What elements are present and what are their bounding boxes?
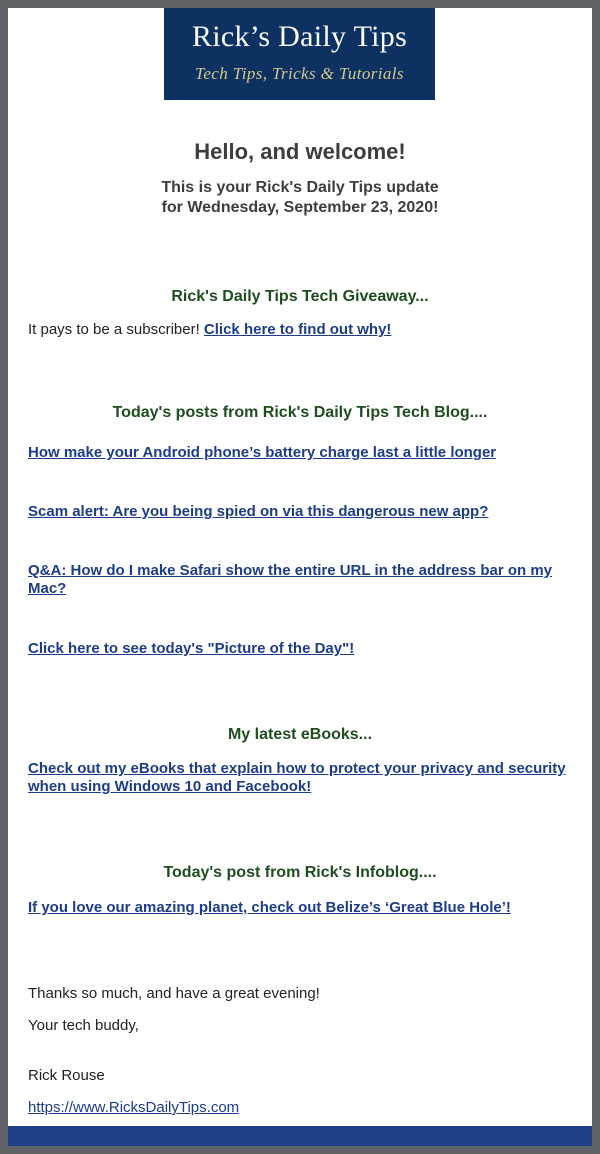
blog-post-1 (28, 444, 576, 462)
email-body (8, 8, 592, 1146)
update-line-1: This is your Rick's Daily Tips update (161, 179, 439, 196)
blog-post-link[interactable]: Q&A: How do I make Safari show the entire URL in the address bar on my Mac? (28, 562, 552, 597)
closing-text: Your tech buddy, (28, 1017, 139, 1034)
blog-heading: Today's posts from Rick's Daily Tips Tech Blog.... (112, 404, 488, 421)
footer-bar (8, 1126, 592, 1146)
giveaway-line (28, 321, 391, 338)
update-text (8, 178, 592, 218)
infoblog-link[interactable]: If you love our amazing planet, check out Belize’s ‘Great Blue Hole’! (28, 899, 511, 916)
ebooks-heading: My latest eBooks... (227, 726, 373, 743)
update-line-2: for Wednesday, September 23, 2020! (161, 199, 439, 216)
blog-post-link[interactable]: How make your Android phone’s battery charge last a little longer (28, 444, 497, 461)
signature-name: Rick Rouse (28, 1067, 105, 1084)
ebooks-item (28, 760, 576, 796)
greeting-heading: Hello, and welcome! (194, 139, 406, 164)
website-link[interactable]: https://www.RicksDailyTips.com (28, 1099, 240, 1116)
giveaway-heading: Rick's Daily Tips Tech Giveaway... (171, 288, 429, 305)
ebooks-link[interactable]: Check out my eBooks that explain how to protect your privacy and security when using Windows 10 and Facebook! (28, 760, 566, 795)
infoblog-item (28, 899, 576, 917)
banner-tagline: Tech Tips, Tricks & Tutorials (195, 64, 404, 83)
header-banner[interactable] (164, 8, 435, 100)
picture-of-day (28, 640, 576, 658)
thanks-text: Thanks so much, and have a great evening! (28, 985, 320, 1002)
giveaway-link[interactable]: Click here to find out why! (203, 321, 392, 338)
blog-post-2 (28, 503, 576, 521)
website-line (28, 1099, 239, 1116)
picture-of-day-link[interactable]: Click here to see today's "Picture of the Day"! (28, 640, 355, 657)
giveaway-text: It pays to be a subscriber! (28, 321, 204, 338)
blog-post-link[interactable]: Scam alert: Are you being spied on via this dangerous new app? (28, 503, 489, 520)
banner-title: Rick’s Daily Tips (191, 20, 408, 53)
blog-post-3 (28, 562, 576, 598)
infoblog-heading: Today's post from Rick's Infoblog.... (163, 864, 437, 881)
